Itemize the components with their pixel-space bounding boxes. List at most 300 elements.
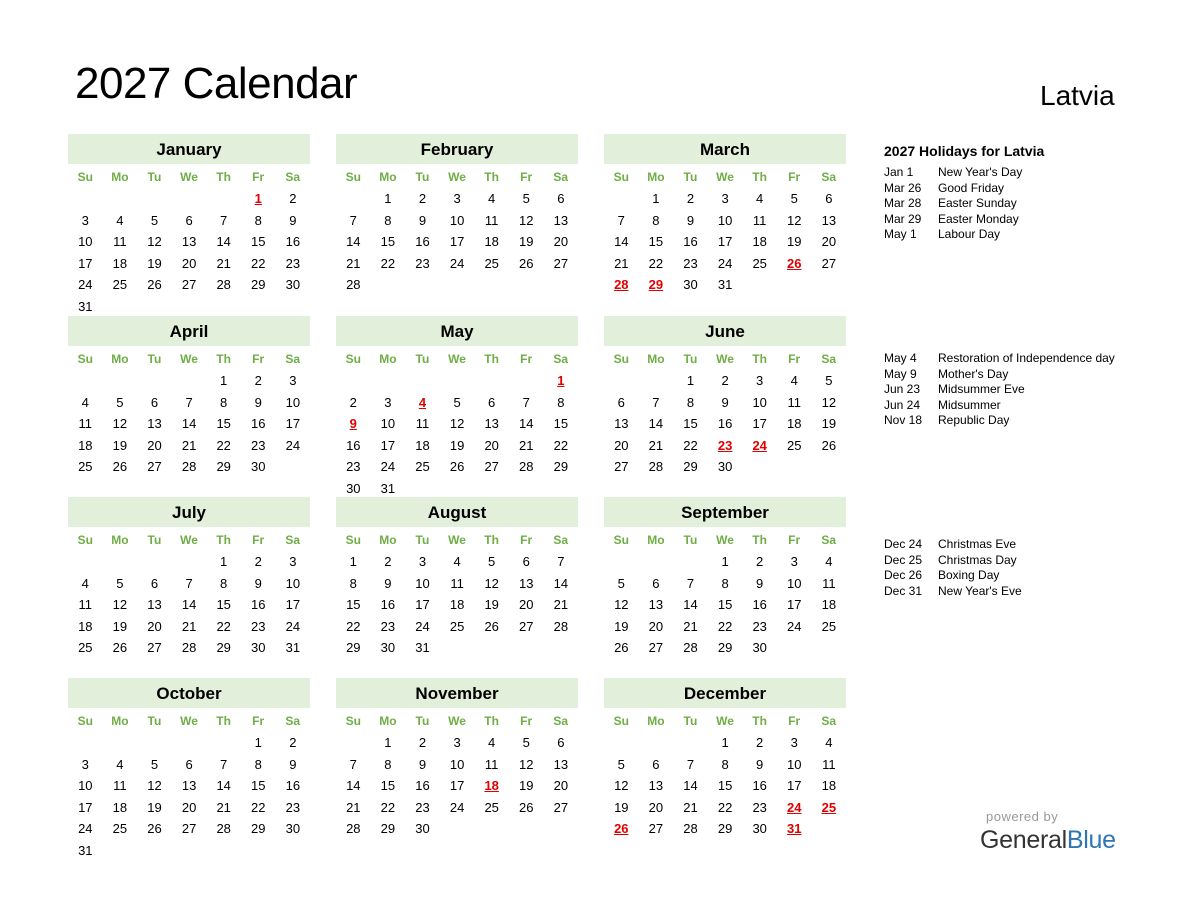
day-cell: 20 [553,778,569,794]
day-cell: 2 [721,373,729,388]
day-cell: 24 [380,459,396,475]
day-cell: 30 [752,640,767,656]
holiday-date: Jun 24 [884,397,921,412]
day-cell: 7 [220,212,228,228]
day-cell: 18 [787,416,802,432]
month-header: April [68,316,310,346]
day-cell: 21 [346,255,361,271]
weekday-label: Fr [252,352,265,366]
day-cell: 13 [614,416,629,432]
weekday-row [604,529,846,551]
holiday-day-cell: 1 [254,191,262,206]
day-cell: 4 [825,554,833,569]
day-cell: 29 [380,821,396,837]
day-cell: 30 [380,640,396,656]
day-cell: 27 [648,640,664,656]
holiday-day-cell: 4 [418,394,427,410]
empty-cell [639,370,674,392]
empty-cell [68,732,103,754]
day-cell: 31 [78,298,93,314]
day-cell: 25 [787,437,802,453]
day-cell: 1 [652,191,660,206]
day-cell: 17 [78,255,93,271]
weekday-label: Sa [285,714,301,728]
day-cell: 10 [752,394,767,410]
day-cell: 23 [683,255,698,271]
day-cell: 3 [721,191,729,206]
weekday-row [68,529,310,551]
day-cell: 16 [285,234,301,250]
day-cell: 19 [484,597,499,613]
day-cell: 26 [484,618,499,634]
weekday-label: Mo [647,714,665,728]
brand-name [980,826,1120,854]
weekday-label: Th [484,352,499,366]
day-cell: 4 [488,191,496,206]
day-grid [604,370,846,478]
holiday-date: Mar 26 [884,180,922,195]
day-cell: 18 [752,234,767,250]
weekday-label: Tu [683,533,698,547]
day-cell: 11 [113,778,127,794]
weekday-row [68,348,310,370]
weekday-label: We [716,533,734,547]
day-cell: 17 [752,416,767,432]
day-grid [336,188,578,296]
day-cell: 30 [346,480,361,496]
day-grid [336,370,578,500]
day-cell: 21 [346,799,361,815]
day-cell: 5 [453,394,461,410]
weekday-label: We [716,714,734,728]
day-cell: 26 [449,459,465,475]
brand-general: General [980,826,1067,854]
day-cell: 11 [450,575,464,591]
day-cell: 20 [181,799,197,815]
month-september [604,497,846,659]
weekday-label: Th [752,714,767,728]
weekday-label: Tu [147,170,162,184]
day-cell: 19 [449,437,465,453]
day-cell: 9 [756,575,764,591]
weekday-label: We [180,714,198,728]
day-cell: 6 [652,756,660,772]
holiday-item [884,212,1022,228]
brand-blue: Blue [1066,826,1116,854]
empty-cell [206,732,241,754]
month-march [604,134,846,296]
holiday-day-cell: 9 [349,416,357,432]
day-grid [68,732,310,862]
holiday-name: Christmas Eve [938,537,1017,551]
day-grid [604,551,846,659]
day-cell: 7 [522,394,530,410]
weekday-label: We [448,170,466,184]
day-cell: 23 [415,255,430,271]
day-cell: 5 [522,191,530,206]
day-cell: 23 [285,255,301,271]
day-cell: 9 [686,212,695,228]
day-cell: 11 [113,234,127,250]
day-cell: 4 [453,554,461,569]
day-cell: 24 [449,255,465,271]
day-cell: 25 [484,799,499,815]
holiday-day-cell: 31 [787,821,802,837]
day-cell: 17 [717,234,733,250]
day-cell: 5 [522,735,530,750]
day-grid [604,732,846,840]
day-cell: 24 [78,277,93,293]
day-cell: 21 [683,799,698,815]
day-cell: 27 [648,821,664,837]
weekday-label: Sa [285,352,301,366]
month-june [604,316,846,478]
day-cell: 27 [147,640,162,656]
day-cell: 30 [752,821,767,837]
day-cell: 6 [185,212,193,228]
day-cell: 3 [790,554,798,569]
weekday-label: Su [345,533,361,547]
day-cell: 6 [488,394,496,410]
month-header: January [68,134,310,164]
day-cell: 13 [553,212,569,228]
day-cell: 2 [289,191,297,206]
day-cell: 18 [821,597,837,613]
day-cell: 15 [380,778,396,794]
day-cell: 12 [821,394,837,410]
weekday-label: Su [613,714,629,728]
month-header: June [604,316,846,346]
weekday-label: Mo [379,170,397,184]
day-cell: 2 [254,373,262,388]
empty-cell [172,370,207,392]
empty-cell [405,370,440,392]
empty-cell [673,551,708,573]
holiday-item [884,413,1115,429]
day-cell: 12 [787,212,802,228]
day-cell: 31 [380,480,396,496]
day-cell: 10 [415,575,430,591]
day-cell: 24 [449,799,465,815]
weekday-label: Fr [252,533,265,547]
day-cell: 22 [717,799,733,815]
day-cell: 3 [418,554,427,569]
month-header: August [336,497,578,527]
empty-cell [137,551,172,573]
day-cell: 10 [78,778,93,794]
day-cell: 22 [216,437,231,453]
day-cell: 2 [756,554,764,569]
holiday-list-1 [884,165,1022,243]
holiday-name: Midsummer [938,397,1001,412]
weekday-label: We [448,714,466,728]
day-cell: 16 [251,416,266,432]
holiday-item [884,367,1115,383]
brand-logo [980,808,1120,854]
day-cell: 2 [289,735,297,750]
holiday-item [884,227,1022,243]
day-cell: 12 [112,597,128,613]
holiday-list-3 [884,537,1022,599]
day-cell: 23 [251,618,266,634]
weekday-label: Sa [553,352,569,366]
day-cell: 2 [418,735,427,750]
day-cell: 17 [415,597,430,613]
empty-cell [639,551,674,573]
weekday-label: Tu [683,170,698,184]
day-cell: 19 [519,778,534,794]
day-cell: 21 [614,255,629,271]
weekday-label: Th [752,352,767,366]
weekday-label: Sa [553,714,569,728]
day-cell: 24 [285,618,301,634]
day-cell: 23 [251,437,266,453]
weekday-label: Su [77,352,93,366]
weekday-label: Tu [683,714,698,728]
day-cell: 15 [346,597,361,613]
weekday-label: Mo [111,352,129,366]
weekday-label: We [180,170,198,184]
day-cell: 21 [648,437,664,453]
day-cell: 26 [147,821,162,837]
empty-cell [137,732,172,754]
holiday-item [884,537,1022,553]
day-cell: 15 [717,778,733,794]
day-cell: 29 [717,821,733,837]
day-cell: 7 [686,756,695,772]
day-cell: 15 [380,234,396,250]
day-cell: 7 [185,575,193,591]
holiday-name: Labour Day [938,227,1001,242]
weekday-label: Th [752,533,767,547]
day-cell: 23 [752,618,767,634]
day-cell: 8 [384,212,392,228]
country-name: Latvia [1040,80,1115,111]
day-cell: 9 [384,575,392,591]
day-cell: 3 [289,554,297,569]
day-cell: 30 [285,277,301,293]
holiday-day-cell: 24 [752,437,767,453]
day-cell: 18 [78,618,93,634]
day-cell: 21 [519,437,534,453]
weekday-label: Sa [553,533,569,547]
day-cell: 27 [821,255,837,271]
day-cell: 10 [449,212,465,228]
day-cell: 28 [346,821,361,837]
day-cell: 28 [181,459,197,475]
weekday-label: Sa [553,170,569,184]
day-cell: 20 [614,437,629,453]
day-cell: 26 [112,459,128,475]
day-cell: 19 [614,799,629,815]
day-cell: 11 [822,756,836,772]
day-cell: 21 [216,799,231,815]
day-cell: 13 [519,575,534,591]
holiday-name: New Year's Eve [938,583,1022,598]
day-cell: 6 [557,191,565,206]
day-cell: 26 [519,255,534,271]
empty-cell [336,732,371,754]
day-cell: 2 [418,191,427,206]
day-cell: 11 [752,212,767,228]
day-cell: 4 [81,394,89,410]
day-cell: 16 [285,778,301,794]
day-grid [604,188,846,296]
day-cell: 26 [147,277,162,293]
month-header: March [604,134,846,164]
weekday-label: Fr [252,714,265,728]
day-cell: 17 [380,437,396,453]
empty-cell [604,188,639,210]
day-cell: 30 [251,459,266,475]
day-cell: 22 [346,618,361,634]
day-cell: 3 [756,373,764,388]
holiday-day-cell: 29 [648,277,664,293]
empty-cell [172,732,207,754]
day-cell: 5 [150,212,159,228]
day-cell: 1 [384,735,392,750]
day-cell: 5 [825,373,833,388]
empty-cell [336,188,371,210]
day-cell: 23 [380,618,396,634]
holiday-item [884,181,1022,197]
day-cell: 25 [484,255,499,271]
day-cell: 15 [216,597,231,613]
holiday-day-cell: 26 [614,821,629,837]
holiday-name: New Year's Day [938,165,1023,179]
day-cell: 15 [216,416,231,432]
day-cell: 20 [648,799,664,815]
empty-cell [371,370,406,392]
day-cell: 19 [614,618,629,634]
day-cell: 2 [384,554,392,569]
day-cell: 2 [254,554,262,569]
day-cell: 18 [821,778,837,794]
empty-cell [68,188,103,210]
weekday-label: Su [613,352,629,366]
day-cell: 10 [787,756,802,772]
empty-cell [604,732,639,754]
day-cell: 10 [787,575,802,591]
empty-cell [206,188,241,210]
day-cell: 11 [787,394,802,410]
day-cell: 4 [790,373,798,388]
day-cell: 8 [349,575,357,591]
day-cell: 8 [721,756,729,772]
day-cell: 31 [717,277,733,293]
day-cell: 6 [825,191,833,206]
day-cell: 28 [683,640,698,656]
day-cell: 10 [380,416,396,432]
day-cell: 10 [285,575,301,591]
month-august [336,497,578,659]
weekday-label: Th [216,170,231,184]
day-cell: 9 [289,756,297,772]
day-cell: 23 [285,799,301,815]
day-cell: 6 [652,575,660,591]
day-cell: 25 [112,821,128,837]
day-cell: 11 [415,416,430,432]
weekday-row [68,710,310,732]
day-cell: 4 [756,191,764,206]
day-cell: 30 [683,277,698,293]
day-cell: 22 [648,255,664,271]
day-cell: 11 [484,212,499,228]
day-cell: 5 [617,756,625,772]
empty-cell [474,370,509,392]
day-cell: 9 [289,212,297,228]
weekday-label: We [448,533,466,547]
day-cell: 13 [147,597,162,613]
day-cell: 13 [147,416,162,432]
holiday-name: Easter Sunday [938,196,1017,211]
day-cell: 7 [349,756,357,772]
day-cell: 16 [415,778,430,794]
day-cell: 2 [756,735,764,750]
day-cell: 6 [150,575,159,591]
weekday-label: Mo [647,170,665,184]
holiday-item [884,584,1022,600]
weekday-label: Sa [821,352,837,366]
day-cell: 27 [484,459,499,475]
day-cell: 17 [449,778,465,794]
empty-cell [68,370,103,392]
holiday-date: Dec 26 [884,568,923,583]
day-cell: 1 [384,191,392,206]
day-cell: 15 [717,597,733,613]
day-cell: 15 [251,778,266,794]
day-grid [336,551,578,659]
holiday-name: Christmas Day [938,552,1017,567]
day-cell: 12 [147,234,162,250]
day-cell: 29 [216,640,231,656]
weekday-label: Th [484,714,499,728]
day-cell: 26 [519,799,534,815]
day-cell: 28 [683,821,698,837]
day-cell: 19 [821,416,837,432]
weekday-label: We [180,352,198,366]
holiday-date: May 1 [884,227,917,242]
day-cell: 4 [488,735,496,750]
day-cell: 19 [112,437,128,453]
weekday-label: Su [77,533,93,547]
holiday-date: May 4 [884,351,917,365]
weekday-label: Tu [415,533,430,547]
month-january [68,134,310,318]
day-cell: 24 [415,618,430,634]
weekday-label: Fr [788,352,801,366]
day-cell: 4 [116,212,124,228]
day-cell: 12 [519,212,534,228]
empty-cell [673,732,708,754]
weekday-label: Su [613,170,629,184]
holiday-date: Dec 31 [884,583,923,598]
day-cell: 29 [683,459,698,475]
day-cell: 10 [717,212,733,228]
day-cell: 7 [349,212,357,228]
day-cell: 31 [415,640,430,656]
day-cell: 19 [112,618,128,634]
weekday-row [68,166,310,188]
day-cell: 20 [147,618,162,634]
day-cell: 1 [721,735,729,750]
day-cell: 5 [617,575,625,591]
day-cell: 29 [251,821,266,837]
holiday-name: Midsummer Eve [938,382,1025,397]
day-cell: 25 [449,618,465,634]
day-cell: 9 [418,756,427,772]
day-cell: 30 [415,821,430,837]
